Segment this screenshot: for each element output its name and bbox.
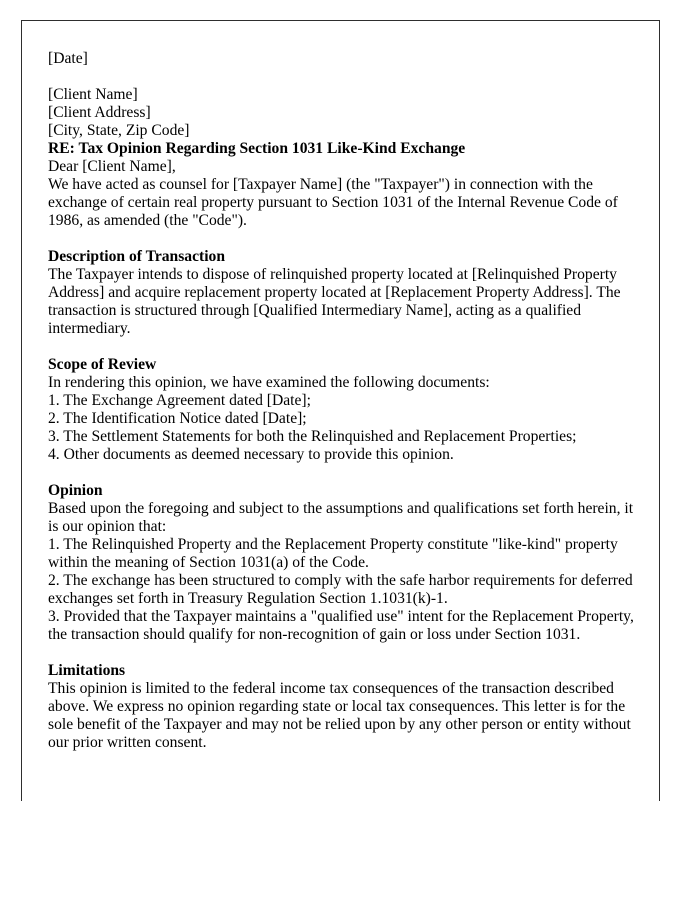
section-description-of-transaction (48, 248, 635, 338)
recipient-address-block (48, 86, 635, 140)
numbered-item: 3. The Settlement Statements for both the Relinquished and Replacement Properties; (48, 428, 577, 445)
numbered-item: 1. The Exchange Agreement dated [Date]; (48, 392, 311, 409)
letter-body (22, 21, 659, 752)
section-paragraph: The Taxpayer intends to dispose of relinquished property located at [Relinquished Property Address] and acquire replacement property located at [Replacement Property Address]. The transaction is structured through [Qualified Intermediary Name], acting as a qualified intermediary. (48, 266, 621, 337)
numbered-item: 2. The Identification Notice dated [Date]; (48, 410, 307, 427)
section-heading: Description of Transaction (48, 248, 226, 265)
client-city-state-zip-line: [City, State, Zip Code] (48, 122, 190, 139)
subject-line: RE: Tax Opinion Regarding Section 1031 Like-Kind Exchange (48, 140, 466, 157)
salutation-line: Dear [Client Name], (48, 158, 176, 175)
numbered-item: 3. Provided that the Taxpayer maintains a "qualified use" intent for the Replacement Property, the transaction should qualify for non-recognition of gain or loss under Section 1031. (48, 608, 634, 643)
date-line: [Date] (48, 50, 88, 67)
section-paragraph: In rendering this opinion, we have examined the following documents: (48, 374, 490, 391)
intro-paragraph: We have acted as counsel for [Taxpayer Name] (the "Taxpayer") in connection with the exchange of certain real property pursuant to Section 1031 of the Internal Revenue Code of 1986, as amended (the "Code"). (48, 176, 618, 229)
client-address-line: [Client Address] (48, 104, 151, 121)
section-scope-of-review (48, 356, 635, 464)
section-paragraph: Based upon the foregoing and subject to the assumptions and qualifications set forth herein, it is our opinion that: (48, 500, 634, 535)
section-heading: Scope of Review (48, 356, 157, 373)
client-name-line: [Client Name] (48, 86, 138, 103)
section-opinion (48, 482, 635, 644)
numbered-item: 2. The exchange has been structured to comply with the safe harbor requirements for deferred exchanges set forth in Treasury Regulation Section 1.1031(k)-1. (48, 572, 633, 607)
section-limitations (48, 662, 635, 752)
section-heading: Limitations (48, 662, 126, 679)
section-heading: Opinion (48, 482, 103, 499)
numbered-item: 4. Other documents as deemed necessary to provide this opinion. (48, 446, 454, 463)
numbered-item: 1. The Relinquished Property and the Replacement Property constitute "like-kind" property within the meaning of Section 1031(a) of the Code. (48, 536, 618, 571)
letter-page (21, 20, 660, 801)
section-paragraph: This opinion is limited to the federal income tax consequences of the transaction described above. We express no opinion regarding state or local tax consequences. This letter is for the sole benefit of the Taxpayer and may not be relied upon by any other person or entity without our prior written consent. (48, 680, 631, 751)
